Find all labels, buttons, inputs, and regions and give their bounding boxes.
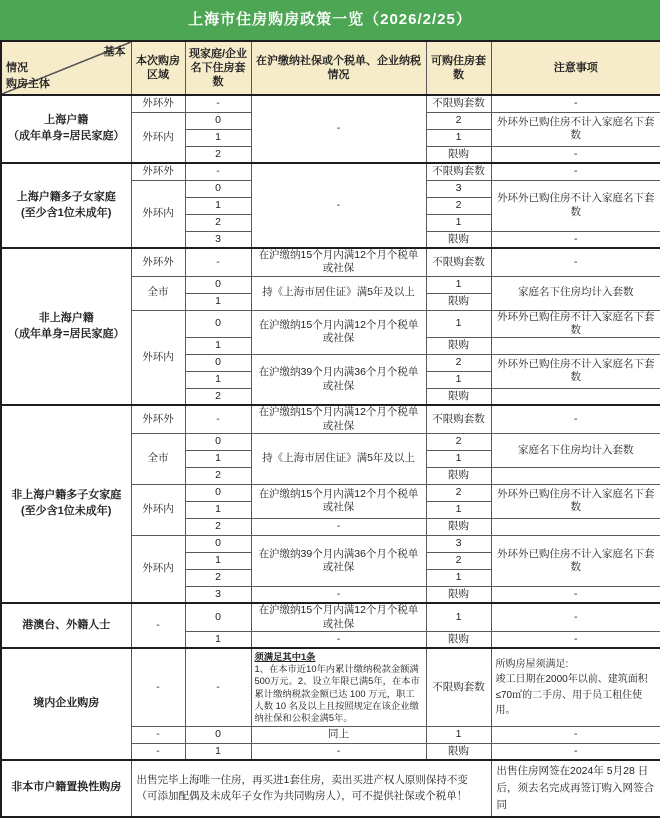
- tax-cell: 在沪缴纳15个月内满12个月个税单或社保: [251, 248, 426, 276]
- note-cell: 外环外已购住房不计入家庭名下套数: [491, 310, 660, 337]
- tax-cell: 同上: [251, 726, 426, 743]
- owned-cell: 2: [185, 388, 251, 405]
- subject-name: 非上海户籍多子女家庭: [11, 489, 122, 502]
- quota-cell: 限购: [426, 146, 491, 163]
- tax-cell: 持《上海市居住证》满5年及以上: [251, 433, 426, 484]
- tax-requirements-cell: [251, 648, 426, 726]
- corner-label-top: 基本: [103, 46, 126, 58]
- col-header-notes: 注意事项: [491, 41, 660, 95]
- subject-sub: （成年单身=居民家庭）: [8, 327, 125, 340]
- subject-sub: （成年单身=居民家庭）: [8, 130, 125, 142]
- quota-cell: 2: [426, 484, 491, 501]
- note-cell: -: [491, 631, 660, 648]
- note-cell: 家庭名下住房均计入套数: [491, 276, 660, 310]
- quota-cell: 1: [426, 214, 491, 231]
- note-cell: -: [491, 743, 660, 760]
- note-cell: 外环外已购住房不计入家庭名下套数: [491, 354, 660, 388]
- col-header-quota: 可购住房套数: [426, 41, 491, 95]
- owned-cell: 1: [185, 293, 251, 310]
- col-header-owned: 现家庭/企业名下住房套数: [185, 41, 251, 95]
- tax-cell: -: [251, 95, 426, 163]
- subject-cell: [1, 603, 131, 648]
- note-cell: -: [491, 248, 660, 276]
- owned-cell: -: [185, 248, 251, 276]
- quota-cell: 3: [426, 535, 491, 552]
- tax-cell: 在沪缴纳15个月内满12个月个税单或社保: [251, 405, 426, 433]
- note-cell: [491, 467, 660, 484]
- subject-name: 港澳台、外籍人士: [22, 618, 111, 631]
- note-cell: -: [491, 405, 660, 433]
- quota-cell: 1: [426, 501, 491, 518]
- quota-cell: 限购: [426, 467, 491, 484]
- owned-cell: 0: [185, 354, 251, 371]
- table-row: [1, 405, 660, 433]
- quota-cell: 2: [426, 552, 491, 569]
- quota-cell: 1: [426, 603, 491, 631]
- owned-cell: 2: [185, 467, 251, 484]
- note-cell: [491, 388, 660, 405]
- table-row: [1, 760, 660, 816]
- quota-cell: 2: [426, 354, 491, 371]
- region-cell: 外环内: [131, 112, 185, 163]
- owned-cell: 2: [185, 569, 251, 586]
- table-row: [1, 648, 660, 726]
- owned-cell: -: [185, 163, 251, 180]
- owned-cell: -: [185, 648, 251, 726]
- subject-cell: [1, 405, 131, 603]
- note-cell: -: [491, 231, 660, 248]
- subject-cell: [1, 760, 131, 816]
- quota-cell: 限购: [426, 231, 491, 248]
- region-cell: 全市: [131, 433, 185, 484]
- quota-cell: 限购: [426, 337, 491, 354]
- quota-cell: 1: [426, 276, 491, 293]
- owned-cell: 2: [185, 518, 251, 535]
- owned-cell: 1: [185, 743, 251, 760]
- tax-cell: 在沪缴纳15个月内满12个月个税单或社保: [251, 310, 426, 354]
- owned-cell: 0: [185, 535, 251, 552]
- note-cell: [491, 648, 660, 726]
- table-row: [1, 248, 660, 276]
- owned-cell: 1: [185, 501, 251, 518]
- quota-cell: 1: [426, 726, 491, 743]
- owned-cell: 2: [185, 214, 251, 231]
- page-title: 上海市住房购房政策一览（2026/2/25）: [0, 0, 660, 40]
- note-cell: 外环外已购住房不计入家庭名下套数: [491, 535, 660, 586]
- tax-cell: -: [251, 586, 426, 603]
- corner-label-bottom: 购房主体: [6, 77, 50, 90]
- quota-cell: 3: [426, 180, 491, 197]
- tax-cell: 在沪缴纳15个月内满12个月个税单或社保: [251, 484, 426, 518]
- owned-cell: 1: [185, 197, 251, 214]
- quota-cell: 2: [426, 112, 491, 129]
- subject-cell: [1, 648, 131, 760]
- subject-sub: (至少含1位未成年): [21, 206, 112, 219]
- tax-cell: -: [251, 743, 426, 760]
- quota-cell: 限购: [426, 586, 491, 603]
- note-cell: 外环外已购住房不计入家庭名下套数: [491, 484, 660, 518]
- note-title: 所购房屋须满足:: [495, 658, 569, 670]
- owned-cell: 3: [185, 231, 251, 248]
- tax-cell: -: [251, 518, 426, 535]
- owned-cell: 1: [185, 371, 251, 388]
- subject-sub: (至少含1位未成年): [21, 505, 112, 518]
- quota-cell: 不限购套数: [426, 648, 491, 726]
- owned-cell: 0: [185, 726, 251, 743]
- tax-requirements-title: 须满足其中1条: [254, 652, 316, 663]
- owned-cell: 1: [185, 450, 251, 467]
- owned-cell: 0: [185, 276, 251, 293]
- quota-cell: 1: [426, 450, 491, 467]
- subject-cell: [1, 95, 131, 163]
- note-cell: -: [491, 95, 660, 112]
- note-cell: -: [491, 586, 660, 603]
- region-cell: 外环外: [131, 248, 185, 276]
- quota-cell: 不限购套数: [426, 95, 491, 112]
- quota-cell: 1: [426, 129, 491, 146]
- quota-cell: 限购: [426, 293, 491, 310]
- subject-cell: [1, 163, 131, 248]
- quota-cell: 限购: [426, 631, 491, 648]
- tax-cell: -: [251, 631, 426, 648]
- region-cell: 外环内: [131, 180, 185, 248]
- note-cell: -: [491, 726, 660, 743]
- region-cell: -: [131, 726, 185, 743]
- note-cell: [491, 518, 660, 535]
- subject-name: 上海户籍多子女家庭: [16, 190, 116, 203]
- region-cell: 全市: [131, 276, 185, 310]
- col-header-tax: 在沪缴纳社保或个税单、企业纳税情况: [251, 41, 426, 95]
- region-cell: 外环内: [131, 310, 185, 405]
- corner-label-mid: 情况: [6, 62, 28, 74]
- note-cell: -: [491, 146, 660, 163]
- region-cell: 外环外: [131, 405, 185, 433]
- note-cell: 外环外已购住房不计入家庭名下套数: [491, 112, 660, 146]
- region-cell: 外环内: [131, 535, 185, 603]
- quota-cell: 2: [426, 197, 491, 214]
- note-cell: -: [491, 163, 660, 180]
- owned-cell: 3: [185, 586, 251, 603]
- quota-cell: 限购: [426, 518, 491, 535]
- quota-cell: 1: [426, 310, 491, 337]
- table-row: [1, 603, 660, 631]
- note-body: 竣工日期在2000年以前、建筑面积≤70㎡的二手房、用于员工租住使用。: [495, 674, 648, 716]
- note-cell: 出售住房网签在2024年 5月28 日后，须去名完成再签订购入网签合同: [491, 760, 660, 816]
- tax-cell: 在沪缴纳39个月内满36个月个税单或社保: [251, 535, 426, 586]
- corner-cell: [1, 41, 131, 95]
- col-header-region: 本次购房区域: [131, 41, 185, 95]
- subject-name: 境内企业购房: [33, 697, 100, 710]
- quota-cell: 不限购套数: [426, 163, 491, 180]
- quota-cell: 不限购套数: [426, 248, 491, 276]
- region-cell: -: [131, 743, 185, 760]
- region-cell: 外环外: [131, 95, 185, 112]
- owned-cell: -: [185, 95, 251, 112]
- subject-name: 上海户籍: [44, 114, 89, 127]
- tax-cell: 持《上海市居住证》满5年及以上: [251, 276, 426, 310]
- owned-cell: 0: [185, 112, 251, 129]
- owned-cell: 1: [185, 631, 251, 648]
- subject-name: 非上海户籍: [38, 311, 94, 324]
- subject-cell: [1, 248, 131, 405]
- swap-policy-cell: 出售完毕上海唯一住房，再买进1套住房，卖出买进产权人原则保持不变（可添加配偶及未成年子女作为共同购房人），可不提供社保或个税单！: [131, 760, 491, 816]
- region-cell: -: [131, 648, 185, 726]
- tax-requirements-body: 1、在本市近10年内累计缴纳税款金额满 500万元。2、设立年限已满5年，在本市累计缴纳税款金额已达 100 万元，职工人数 10 名及以上且按照规定在该企业缴纳社保和公积金满5年。: [254, 664, 420, 723]
- table-row: [1, 163, 660, 180]
- owned-cell: 1: [185, 552, 251, 569]
- region-cell: -: [131, 603, 185, 648]
- owned-cell: 1: [185, 129, 251, 146]
- owned-cell: 1: [185, 337, 251, 354]
- owned-cell: 2: [185, 146, 251, 163]
- tax-cell: -: [251, 163, 426, 248]
- policy-table: [0, 40, 660, 818]
- quota-cell: 限购: [426, 388, 491, 405]
- region-cell: 外环内: [131, 484, 185, 535]
- owned-cell: 0: [185, 484, 251, 501]
- owned-cell: -: [185, 405, 251, 433]
- tax-cell: 在沪缴纳39个月内满36个月个税单或社保: [251, 354, 426, 405]
- quota-cell: 限购: [426, 743, 491, 760]
- owned-cell: 0: [185, 603, 251, 631]
- owned-cell: 0: [185, 433, 251, 450]
- owned-cell: 0: [185, 310, 251, 337]
- note-cell: 外环外已购住房不计入家庭名下套数: [491, 180, 660, 231]
- tax-cell: 在沪缴纳15个月内满12个月个税单或社保: [251, 603, 426, 631]
- quota-cell: 2: [426, 433, 491, 450]
- header-row: [1, 41, 660, 95]
- note-cell: 家庭名下住房均计入套数: [491, 433, 660, 467]
- note-cell: [491, 337, 660, 354]
- quota-cell: 1: [426, 371, 491, 388]
- subject-name: 非本市户籍置换性购房: [11, 781, 122, 794]
- table-row: [1, 95, 660, 112]
- quota-cell: 1: [426, 569, 491, 586]
- owned-cell: 0: [185, 180, 251, 197]
- region-cell: 外环外: [131, 163, 185, 180]
- quota-cell: 不限购套数: [426, 405, 491, 433]
- note-cell: -: [491, 603, 660, 631]
